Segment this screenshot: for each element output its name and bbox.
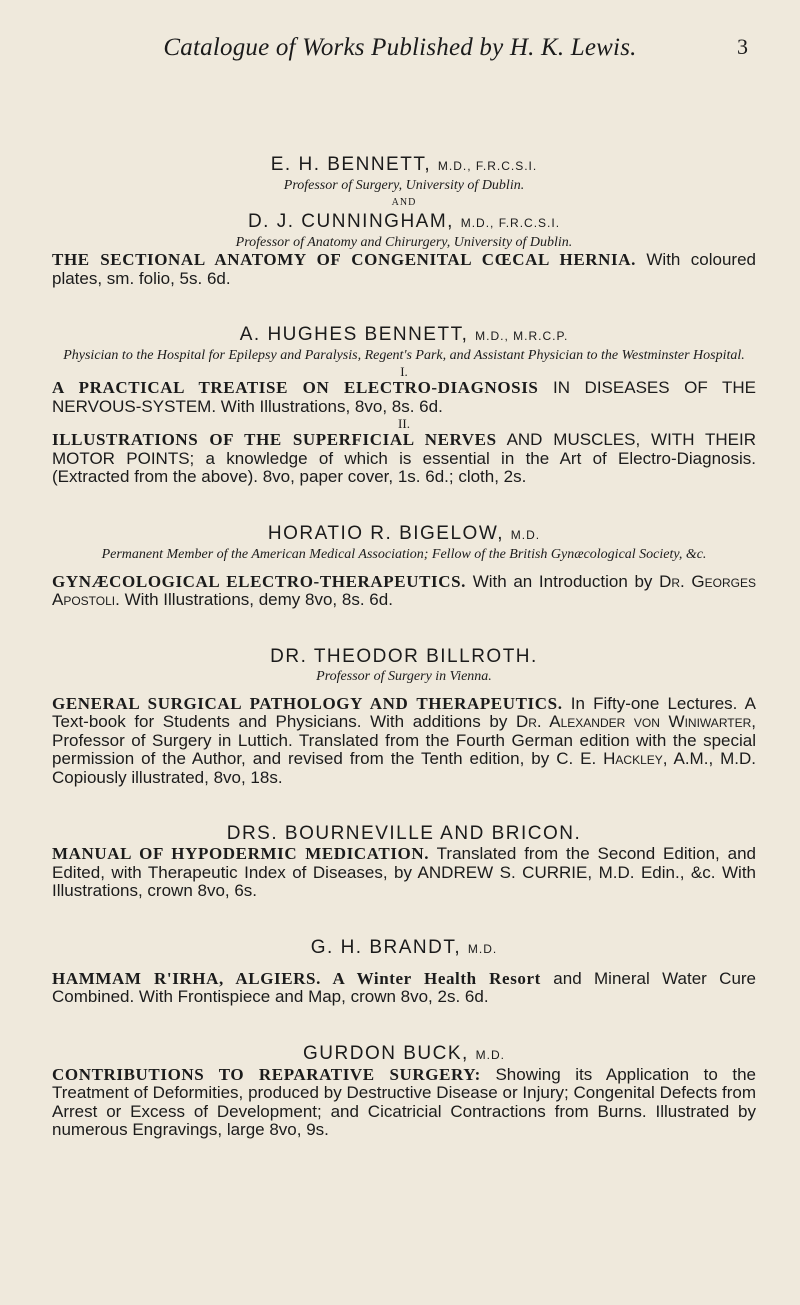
and-label: AND [391,197,417,208]
work-description: GENERAL SURGICAL PATHOLOGY AND THERAPEUTICS. In Fifty-one Lectures. A Text-book for Students and Physicians. With additions by Dr. Alexander von Winiwarter, Professor of Surgery in Luttich. Translated from the Fourth German edition with the special permission of the Author, and revised from the Tenth edition, by C. E. Hackley, A.M., M.D. Copiously illustrated, 8vo, 18s. [52,693,756,787]
author-role: Professor of Surgery in Vienna. [316,668,492,684]
work-description: MANUAL OF HYPODERMIC MEDICATION. Translated from the Second Edition, and Edited, with Therapeutic Index of Diseases, by ANDREW S. CURRIE, M.D. Edin., &c. With Illustrations, crown 8vo, 6s. [52,844,756,900]
entry-bourneville-bricon [52,823,756,901]
catalogue-entries [52,154,756,1140]
author-name: E. H. BENNETT, M.D., F.R.C.S.I. [270,154,538,175]
work-title: GYNÆCOLOGICAL ELECTRO-THERAPEUTICS. [52,571,467,591]
work-title: THE SECTIONAL ANATOMY OF CONGENITAL CŒCAL HERNIA. [52,250,636,269]
work-description: CONTRIBUTIONS TO REPARATIVE SURGERY: Showing its Application to the Treatment of Deformities, produced by Destructive Disease or Injury; Congenital Defects from Arrest or Excess of Development; and Cicatricial Contractions from Burns. Illustrated by numerous Engravings, large 8vo, 9s. [52,1064,756,1139]
author-name: HORATIO R. BIGELOW, M.D. [267,522,541,544]
work-number: II. [398,416,410,431]
entry-buck [52,1043,756,1140]
author-name: DRS. BOURNEVILLE AND BRICON. [226,823,582,844]
page-number: 3 [737,34,748,59]
author-role: Physician to the Hospital for Epilepsy and Paralysis, Regent's Park, and Assistant Physician to the Westminster Hospital. [63,348,745,363]
work-title: HAMMAM R'IRHA, ALGIERS. A Winter Health Resort [52,968,541,988]
author-name: G. H. BRANDT, M.D. [310,936,498,958]
author-role: Professor of Anatomy and Chirurgery, University of Dublin. [235,235,573,250]
work-description: A PRACTICAL TREATISE ON ELECTRO-DIAGNOSIS IN DISEASES OF THE NERVOUS-SYSTEM. With Illustrations, 8vo, 8s. 6d. [52,378,756,416]
work-title: GENERAL SURGICAL PATHOLOGY AND THERAPEUTICS. [52,693,563,713]
running-title: Catalogue of Works Published by H. K. Lewis. [163,34,637,61]
work-description: ILLUSTRATIONS OF THE SUPERFICIAL NERVES AND MUSCLES, WITH THEIR MOTOR POINTS; a knowledge of which is essential in the Art of Electro-Diagnosis. (Extracted from the above). 8vo, paper cover, 1s. 6d.; cloth, 2s. [52,430,756,486]
entry-bennett-cunningham [52,154,756,288]
work-title: CONTRIBUTIONS TO REPARATIVE SURGERY: [52,1064,481,1084]
work-number: I. [400,364,408,379]
work-description: THE SECTIONAL ANATOMY OF CONGENITAL CŒCAL HERNIA. With coloured plates, sm. folio, 5s. 6d. [52,250,756,288]
entry-bigelow [52,523,756,610]
entry-hughes-bennett [52,324,756,487]
work-title: ILLUSTRATIONS OF THE SUPERFICIAL NERVES [52,430,497,449]
work-title: MANUAL OF HYPODERMIC MEDICATION. [52,844,430,863]
author-name: A. HUGHES BENNETT, M.D., M.R.C.P. [239,324,569,345]
author-name: D. J. CUNNINGHAM, M.D., F.R.C.S.I. [247,211,561,232]
work-title: A PRACTICAL TREATISE ON ELECTRO-DIAGNOSIS [52,378,539,397]
work-description: GYNÆCOLOGICAL ELECTRO-THERAPEUTICS. With an Introduction by Dr. Georges Apostoli. With Illustrations, demy 8vo, 8s. 6d. [52,571,756,609]
author-name: GURDON BUCK, M.D. [303,1042,505,1064]
author-role: Professor of Surgery, University of Dublin. [283,178,525,193]
entry-billroth [52,646,756,788]
running-head [0,34,800,64]
entry-brandt [52,937,756,1007]
work-description: HAMMAM R'IRHA, ALGIERS. A Winter Health Resort and Mineral Water Cure Combined. With Frontispiece and Map, crown 8vo, 2s. 6d. [52,968,757,1006]
author-role: Permanent Member of the American Medical Association; Fellow of the British Gynæcological Society, &c. [101,546,707,562]
author-name: DR. THEODOR BILLROTH. [270,645,538,667]
